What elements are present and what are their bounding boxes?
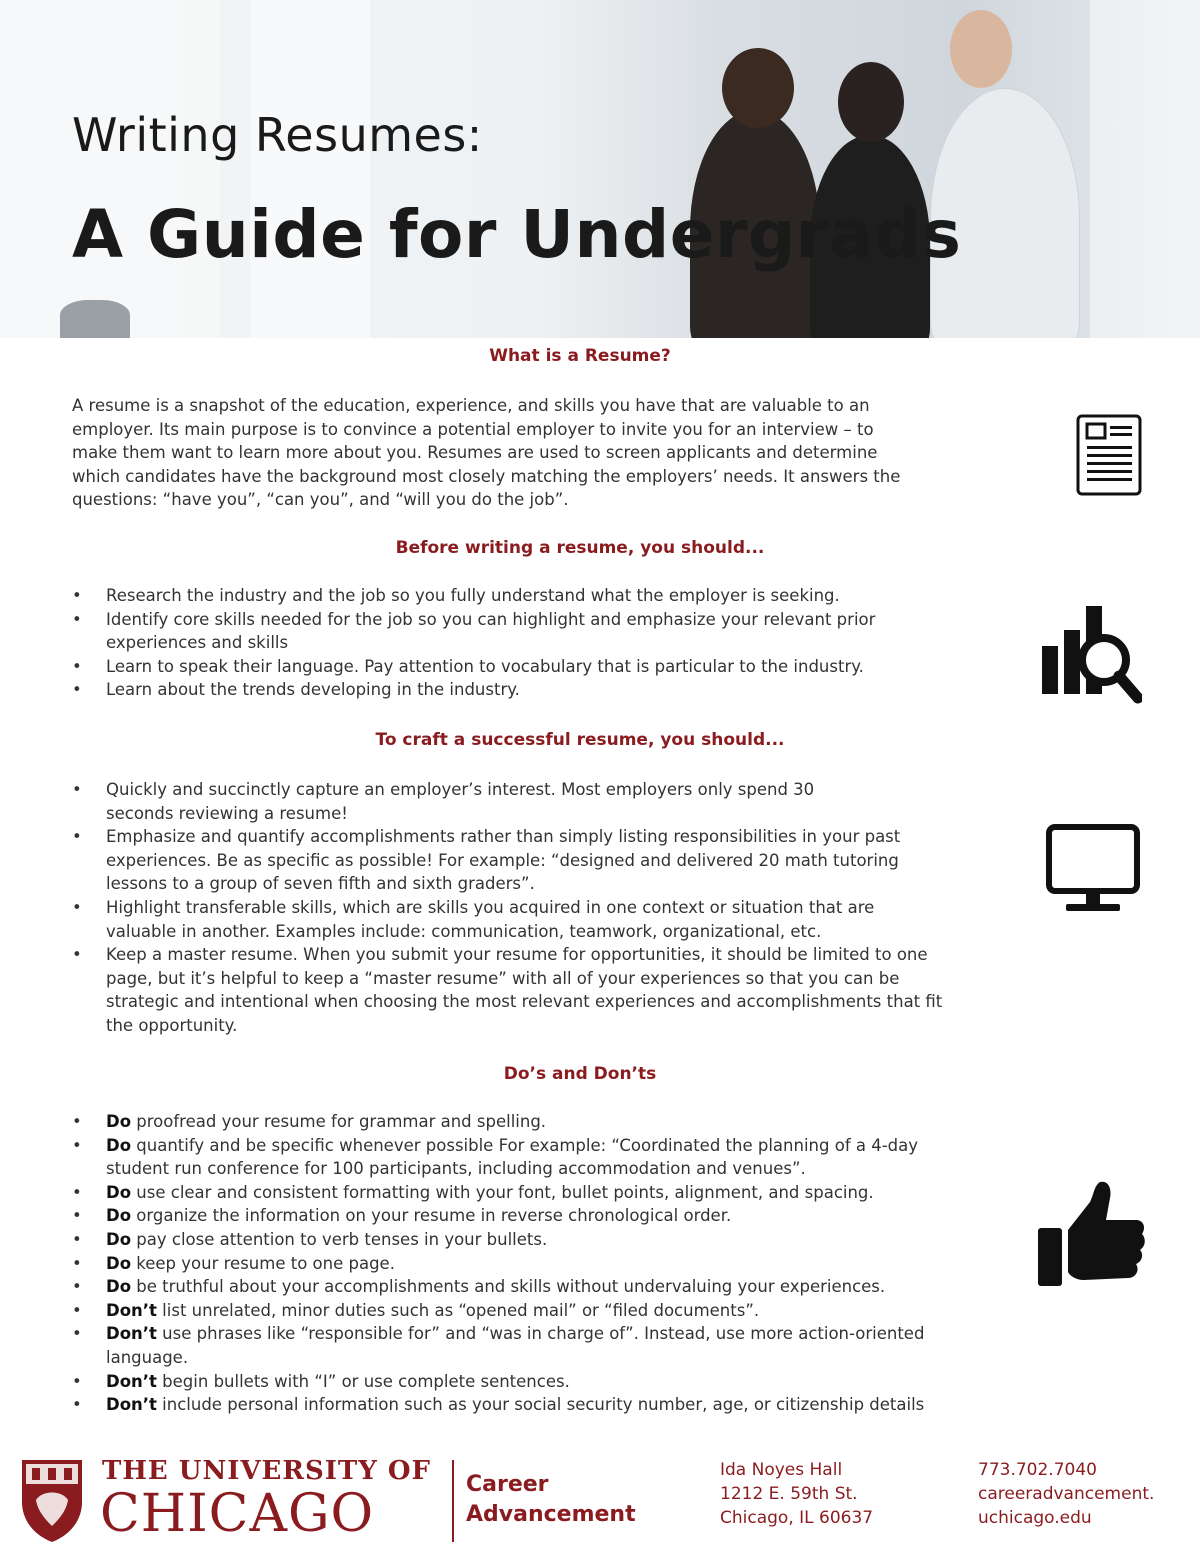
text-line: Highlight transferable skills, which are skills you acquired in one context or situation that are (106, 897, 875, 917)
text-line: Learn about the trends developing in the industry. (106, 680, 520, 700)
list-item (72, 1252, 1072, 1276)
text-line: employer. Its main purpose is to convince a potential employer to invite you for an interview – to (72, 419, 874, 439)
address-line: Chicago, IL 60637 (720, 1508, 874, 1528)
list-item (72, 608, 1052, 655)
bullet: • (72, 945, 82, 965)
text-line: which candidates have the background most closely matching the employers’ needs. It answers the (72, 466, 901, 486)
department-line: Advancement (466, 1502, 636, 1527)
text-line (106, 1393, 1072, 1417)
list-craft-resume (72, 778, 1092, 1038)
text-span: use clear and consistent formatting with your font, bullet points, alignment, and spacing. (131, 1182, 874, 1202)
person-head (950, 10, 1012, 88)
list-item (72, 1370, 1072, 1394)
text-span: quantify and be specific whenever possible For example: “Coordinated the planning of a 4-day (131, 1135, 919, 1155)
text-line: strategic and intentional when choosing the most relevant experiences and accomplishments that fit (106, 992, 943, 1012)
list-item (72, 778, 1092, 825)
do-dont-label: Don’t (106, 1371, 157, 1391)
list-item (72, 1110, 1072, 1134)
list-item (72, 1204, 1072, 1228)
website-link[interactable]: careeradvancement. (978, 1484, 1155, 1504)
contact-info (978, 1458, 1154, 1530)
website-link[interactable]: uchicago.edu (978, 1508, 1092, 1528)
do-dont-label: Don’t (106, 1395, 157, 1415)
document-icon (1076, 414, 1142, 496)
text-line: experiences. Be as specific as possible! For example: “designed and delivered 20 math tutoring (106, 850, 899, 870)
do-dont-label: Don’t (106, 1324, 157, 1344)
text-line (106, 1275, 1072, 1299)
text-line: experiences and skills (106, 633, 289, 653)
bullet: • (72, 1300, 82, 1320)
text-line: page, but it’s helpful to keep a “master resume” with all of your experiences so that you can be (106, 968, 900, 988)
do-dont-label: Do (106, 1277, 132, 1297)
text-line: lessons to a group of seven fifth and sixth graders”. (106, 874, 535, 894)
bullet: • (72, 1277, 82, 1297)
heading-dos-and-donts: Do’s and Don’ts (503, 1064, 657, 1084)
bullet: • (72, 1253, 82, 1273)
text-line: the opportunity. (106, 1015, 238, 1035)
address-line: Ida Noyes Hall (720, 1460, 843, 1480)
text-span: list unrelated, minor duties such as “opened mail” or “filed documents”. (156, 1300, 760, 1320)
university-name-chicago: CHICAGO (100, 1484, 375, 1544)
text-line (106, 1370, 1072, 1394)
person-head (722, 48, 794, 128)
text-span: organize the information on your resume in reverse chronological order. (131, 1206, 732, 1226)
title-line-1: Writing Resumes: (72, 108, 483, 162)
department-line: Career (466, 1472, 549, 1497)
do-dont-label: Do (106, 1112, 132, 1131)
text-line: Quickly and succinctly capture an employer’s interest. Most employers only spend 30 (106, 780, 815, 799)
title-line-2: A Guide for Undergrads (72, 196, 962, 273)
list-item (72, 943, 1092, 1037)
list-item (72, 1275, 1072, 1299)
text-line: Research the industry and the job so you fully understand what the employer is seeking. (106, 586, 840, 605)
text-line (106, 1204, 1072, 1228)
phone-number[interactable]: 773.702.7040 (978, 1460, 1097, 1480)
text-span: begin bullets with “I” or use complete sentences. (156, 1371, 570, 1391)
list-item (72, 584, 1052, 608)
text-line (106, 1134, 1072, 1158)
do-dont-label: Do (106, 1182, 132, 1202)
text-line (106, 1181, 1072, 1205)
hero-window-pane (1090, 0, 1200, 338)
do-dont-label: Do (106, 1206, 132, 1226)
list-item (72, 1134, 1072, 1181)
bullet: • (72, 609, 82, 629)
text-span: include personal information such as your social security number, age, or citizenship details (156, 1395, 925, 1415)
text-span: proofread your resume for grammar and spelling. (131, 1112, 547, 1131)
thumbs-up-icon (1036, 1180, 1148, 1290)
monitor-icon (1046, 824, 1140, 914)
heading-craft-resume: To craft a successful resume, you should... (375, 730, 785, 750)
text-line: Emphasize and quantify accomplishments rather than simply listing responsibilities in your past (106, 827, 901, 847)
bullet: • (72, 1395, 82, 1415)
text-line: language. (106, 1347, 189, 1367)
list-before-writing (72, 584, 1052, 702)
university-name-top: THE UNIVERSITY OF (102, 1456, 431, 1486)
hero-photo (0, 0, 1200, 338)
text-line: A resume is a snapshot of the education, experience, and skills you have that are valuable to an (72, 396, 870, 415)
footer-divider (452, 1460, 454, 1542)
list-item (72, 825, 1092, 896)
bullet: • (72, 780, 82, 799)
do-dont-label: Do (106, 1253, 132, 1273)
university-crest-icon (18, 1456, 86, 1544)
bullet: • (72, 897, 82, 917)
hero-window-pane (250, 0, 370, 338)
text-span: be truthful about your accomplishments and skills without undervaluing your experiences. (131, 1277, 886, 1297)
text-line (106, 1252, 1072, 1276)
bullet: • (72, 1206, 82, 1226)
list-item (72, 1393, 1072, 1417)
bullet: • (72, 1371, 82, 1391)
bullet: • (72, 1182, 82, 1202)
office-address (720, 1458, 873, 1530)
bullet: • (72, 827, 82, 847)
text-span: keep your resume to one page. (131, 1253, 395, 1273)
text-line (106, 1322, 1072, 1346)
text-line (106, 1228, 1072, 1252)
person-head (838, 62, 904, 142)
list-item (72, 1181, 1072, 1205)
bullet: • (72, 680, 82, 700)
bullet: • (72, 1324, 82, 1344)
list-item (72, 1322, 1072, 1369)
list-item (72, 1299, 1072, 1323)
text-line: Identify core skills needed for the job so you can highlight and emphasize your relevant prior (106, 609, 876, 629)
text-line: Keep a master resume. When you submit your resume for opportunities, it should be limited to one (106, 945, 928, 965)
text-line (106, 1299, 1072, 1323)
text-line: make them want to learn more about you. Resumes are used to screen applicants and determine (72, 443, 878, 463)
do-dont-label: Don’t (106, 1300, 157, 1320)
heading-what-is-resume: What is a Resume? (489, 346, 671, 366)
paragraph-what-is-resume (72, 394, 1052, 512)
address-line: 1212 E. 59th St. (720, 1484, 858, 1504)
list-item (72, 896, 1092, 943)
bullet: • (72, 586, 82, 605)
text-line: valuable in another. Examples include: communication, teamwork, organizational, etc. (106, 921, 822, 941)
text-line: seconds reviewing a resume! (106, 803, 348, 823)
text-line: questions: “have you”, “can you”, and “will you do the job”. (72, 490, 569, 510)
list-item (72, 1228, 1072, 1252)
text-line (106, 1110, 1072, 1134)
text-span: pay close attention to verb tenses in your bullets. (131, 1229, 548, 1249)
bullet: • (72, 656, 82, 676)
text-span: use phrases like “responsible for” and “was in charge of”. Instead, use more action-oriented (156, 1324, 925, 1344)
heading-before-writing: Before writing a resume, you should... (395, 538, 765, 558)
do-dont-label: Do (106, 1229, 132, 1249)
bullet: • (72, 1135, 82, 1155)
chair-shape (60, 300, 130, 338)
hero-window-pane (0, 0, 220, 338)
chart-search-icon (1040, 604, 1142, 704)
text-line: student run conference for 100 participants, including accommodation and venues”. (106, 1159, 806, 1179)
text-line: Learn to speak their language. Pay attention to vocabulary that is particular to the industry. (106, 656, 864, 676)
list-item (72, 678, 1052, 702)
bullet: • (72, 1112, 82, 1131)
list-item (72, 655, 1052, 679)
do-dont-label: Do (106, 1135, 132, 1155)
bullet: • (72, 1229, 82, 1249)
department-name (466, 1470, 636, 1530)
list-dos-and-donts (72, 1110, 1072, 1417)
